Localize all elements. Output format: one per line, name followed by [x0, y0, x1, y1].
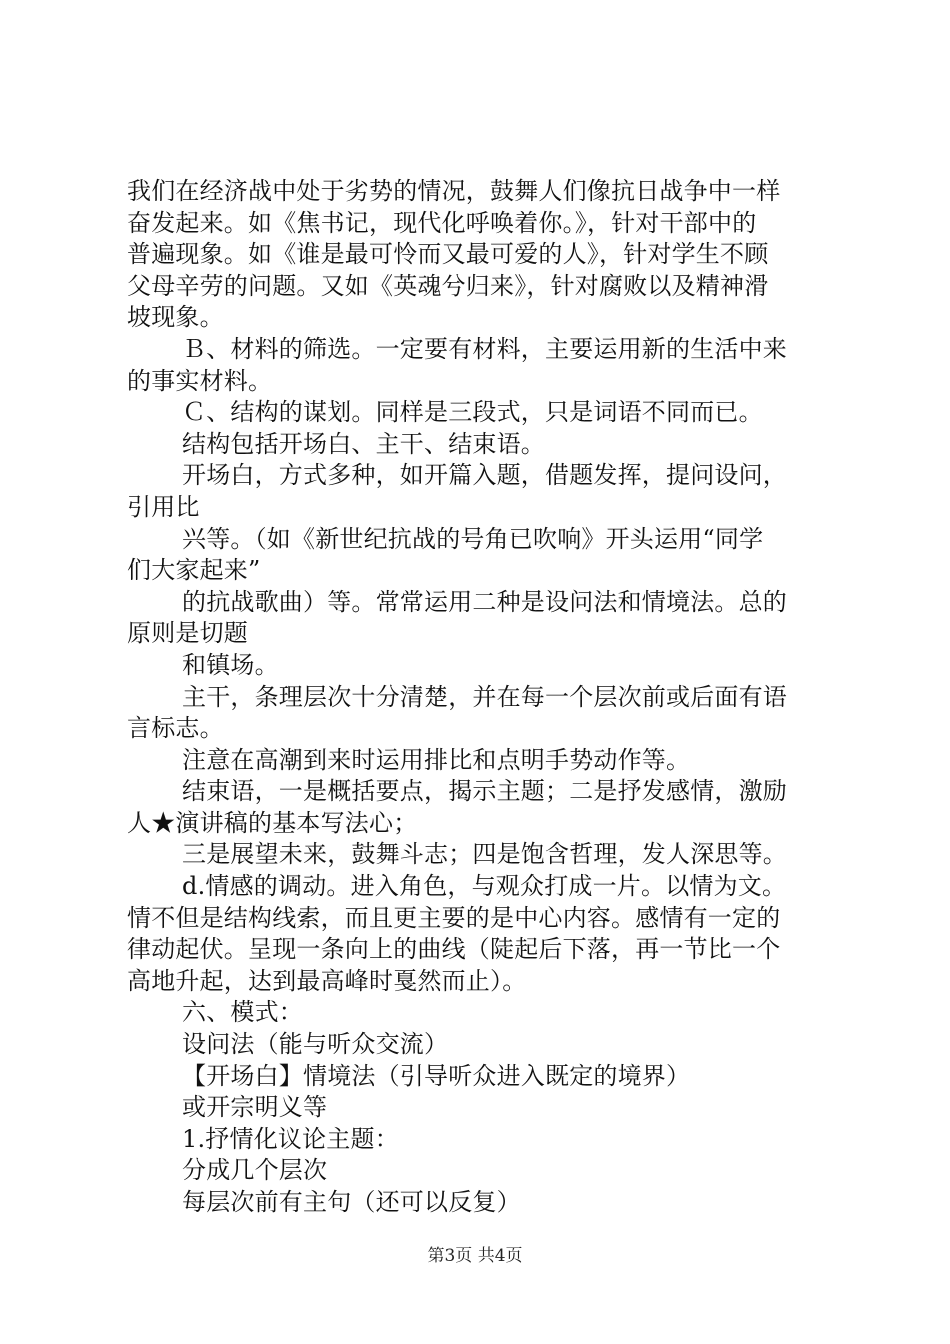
text-line: 结束语，一是概括要点，揭示主题；二是抒发感情，激励 — [182, 777, 787, 806]
text-line: 开场白，方式多种，如开篇入题，借题发挥，提问设问， — [182, 461, 787, 490]
paragraph — [127, 334, 837, 397]
text-line: 我们在经济战中处于劣势的情况，鼓舞人们像抗日战争中一样 — [127, 177, 781, 205]
text-line: Ｃ、结构的谋划。同样是三段式，只是词语不同而已。 — [182, 398, 763, 427]
text-line: 普遍现象。如《谁是最可怜而又最可爱的人》，针对学生不顾 — [127, 240, 769, 269]
paragraph — [127, 397, 837, 429]
text-line: 的抗战歌曲）等。常常运用二种是设问法和情境法。总的 — [182, 587, 787, 616]
text-line: 父母辛劳的问题。又如《英魂兮归来》，针对腐败以及精神滑 — [127, 271, 769, 300]
text-line: 奋发起来。如《焦书记，现代化呼唤着你。》，针对干部中的 — [127, 208, 757, 237]
text-line: 设问法（能与听众交流） — [182, 1030, 449, 1059]
paragraph — [127, 839, 837, 871]
text-line: 原则是切题 — [127, 619, 248, 648]
paragraph — [127, 460, 837, 523]
document-body — [127, 176, 837, 1219]
text-line: 和镇场。 — [182, 650, 279, 679]
paragraph — [127, 650, 837, 682]
text-line: 六、模式： — [182, 998, 303, 1027]
text-line: 引用比 — [127, 492, 200, 521]
text-line: 1.抒情化议论主题： — [182, 1124, 399, 1153]
paragraph — [127, 1124, 837, 1156]
paragraph — [127, 776, 837, 839]
paragraph — [127, 997, 837, 1029]
text-line: 兴等。（如《新世纪抗战的号角已吹响》开头运用“同学 — [182, 524, 764, 553]
text-line: 注意在高潮到来时运用排比和点明手势动作等。 — [182, 745, 691, 774]
text-line: 言标志。 — [127, 714, 224, 743]
text-line: 情不但是结构线索，而且更主要的是中心内容。感情有一定的 — [127, 903, 781, 932]
text-line: 人★演讲稿的基本写法心； — [127, 808, 418, 837]
text-line: 分成几个层次 — [182, 1156, 328, 1185]
text-line: 坡现象。 — [127, 303, 224, 332]
text-line: 主干，条理层次十分清楚，并在每一个层次前或后面有语 — [182, 682, 787, 711]
text-line: 【开场白】情境法（引导听众进入既定的境界） — [182, 1061, 691, 1090]
paragraph — [127, 745, 837, 777]
text-line: 或开宗明义等 — [182, 1093, 328, 1122]
text-line: Ｂ、材料的筛选。一定要有材料，主要运用新的生活中来 — [182, 334, 787, 363]
text-line: 们大家起来” — [127, 556, 261, 585]
paragraph — [127, 176, 837, 334]
text-line: 的事实材料。 — [127, 366, 273, 395]
text-line: 律动起伏。呈现一条向上的曲线（陡起后下落，再一节比一个 — [127, 935, 781, 964]
text-line: 高地升起，达到最高峰时戛然而止）。 — [127, 966, 527, 995]
text-line: 三是展望未来，鼓舞斗志；四是饱含哲理，发人深思等。 — [182, 840, 787, 869]
paragraph — [127, 682, 837, 745]
text-line: 每层次前有主句（还可以反复） — [182, 1188, 521, 1216]
page-footer: 第3页 共4页 — [427, 1246, 523, 1266]
paragraph — [127, 1155, 837, 1187]
paragraph — [127, 1029, 837, 1061]
paragraph — [127, 524, 837, 587]
paragraph — [127, 429, 837, 461]
paragraph — [127, 871, 837, 997]
paragraph — [127, 1187, 837, 1219]
text-line: 结构包括开场白、主干、结束语。 — [182, 429, 545, 458]
paragraph — [127, 1092, 837, 1124]
paragraph — [127, 1061, 837, 1093]
text-line: d.情感的调动。进入角色，与观众打成一片。以情为文。 — [182, 872, 787, 901]
paragraph — [127, 587, 837, 650]
